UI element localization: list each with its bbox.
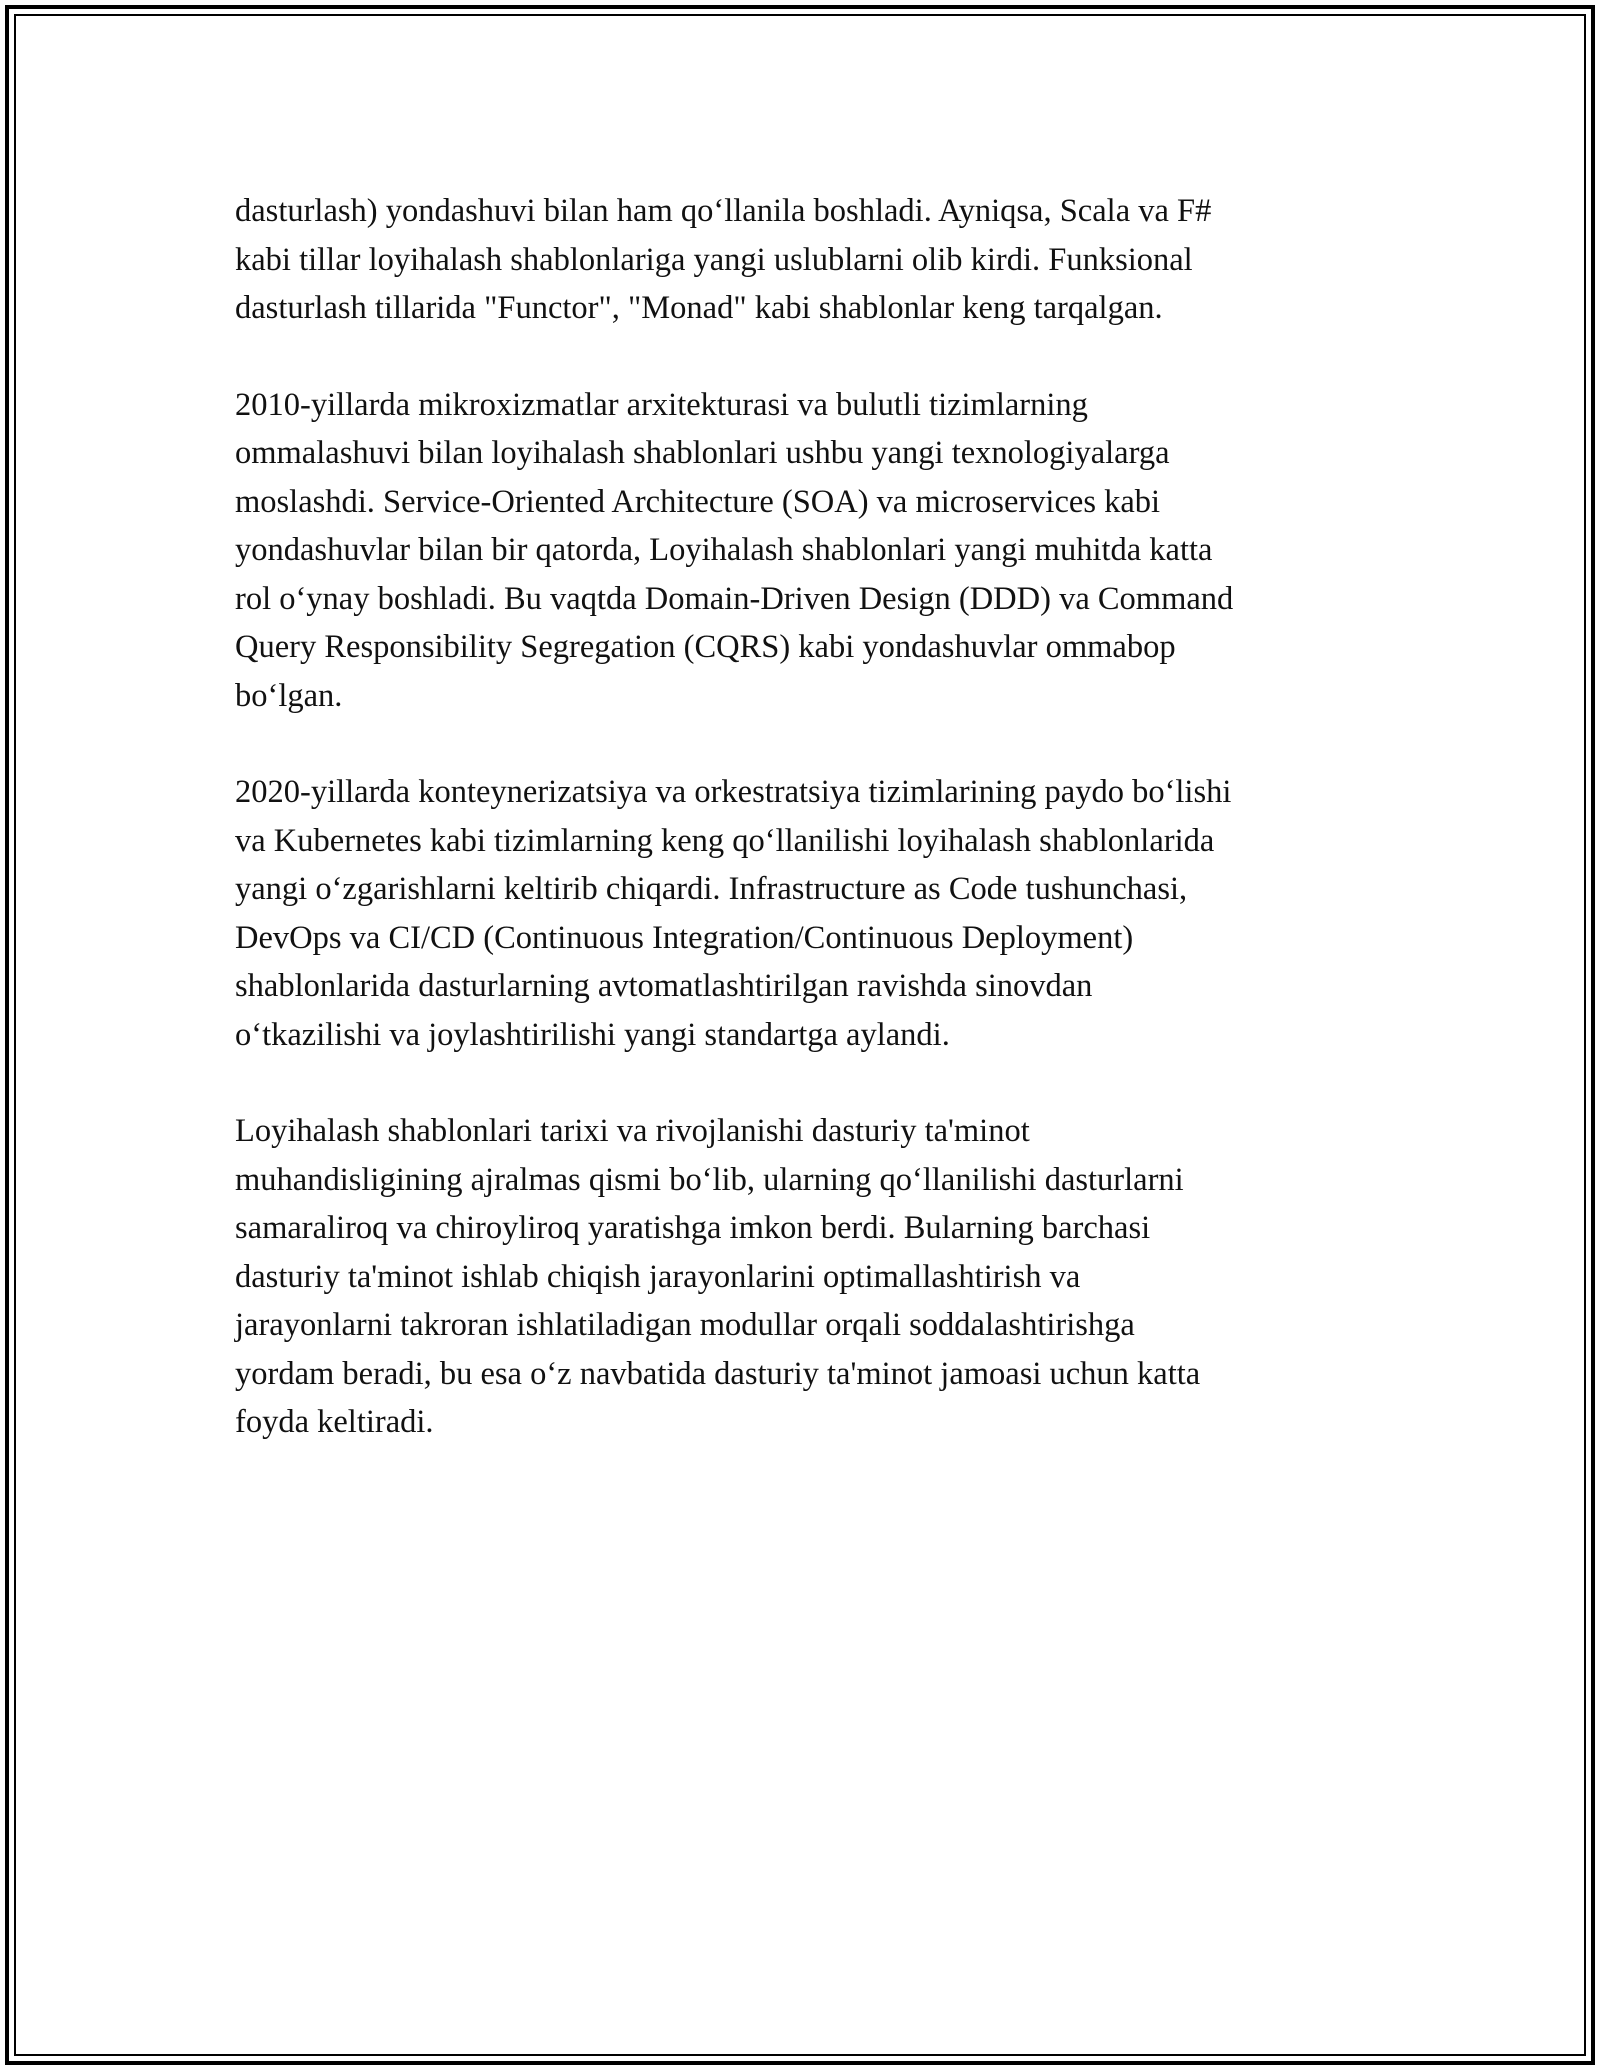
document-body bbox=[235, 187, 1370, 1495]
paragraph-conclusion: Loyihalash shablonlari tarixi va rivojlanishi dasturiy ta'minot muhandisligining ajralmas qismi bo‘lib, ularning qo‘llanilishi dasturlarni samaraliroq va chiroyliroq yaratishga imkon berdi. Bularning barchasi dasturiy ta'minot ishlab chiqish jarayonlarini optimallashtirish va jarayonlarni takroran ishlatiladigan modullar orqali soddalashtirishga yordam beradi, bu esa o‘z navbatida dasturiy ta'minot jamoasi uchun katta foyda keltiradi. bbox=[235, 1113, 1201, 1440]
paragraph-2010s-microservices: 2010-yillarda mikroxizmatlar arxitekturasi va bulutli tizimlarning ommalashuvi bilan loyihalash shablonlari ushbu yangi texnologiyalarga moslashdi. Service-Oriented Architecture (SOA) va microservices kabi yondashuvlar bilan bir qatorda, Loyihalash shablonlari yangi muhitda katta rol o‘ynay boshladi. Bu vaqtda Domain-Driven Design (DDD) va Command Query Responsibility Segregation (CQRS) kabi yondashuvlar ommabop bo‘lgan. bbox=[235, 386, 1234, 714]
paragraph-2020s-containerization: 2020-yillarda konteynerizatsiya va orkestratsiya tizimlarining paydo bo‘lishi va Kubernetes kabi tizimlarning keng qo‘llanilishi loyihalash shablonlarida yangi o‘zgarishlarni keltirib chiqardi. Infrastructure as Code tushunchasi, DevOps va CI/CD (Continuous Integration/Continuous Deployment) shablonlarida dasturlarning avtomatlashtirilgan ravishda sinovdan o‘tkazilishi va joylashtirilishi yangi standartga aylandi. bbox=[235, 774, 1232, 1053]
paragraph-functional-programming: dasturlash) yondashuvi bilan ham qo‘llanila boshladi. Ayniqsa, Scala va F# kabi tillar loyihalash shablonlariga yangi uslublarni olib kirdi. Funksional dasturlash tillarida "Functor", "Monad" kabi shablonlar keng tarqalgan. bbox=[235, 193, 1212, 326]
